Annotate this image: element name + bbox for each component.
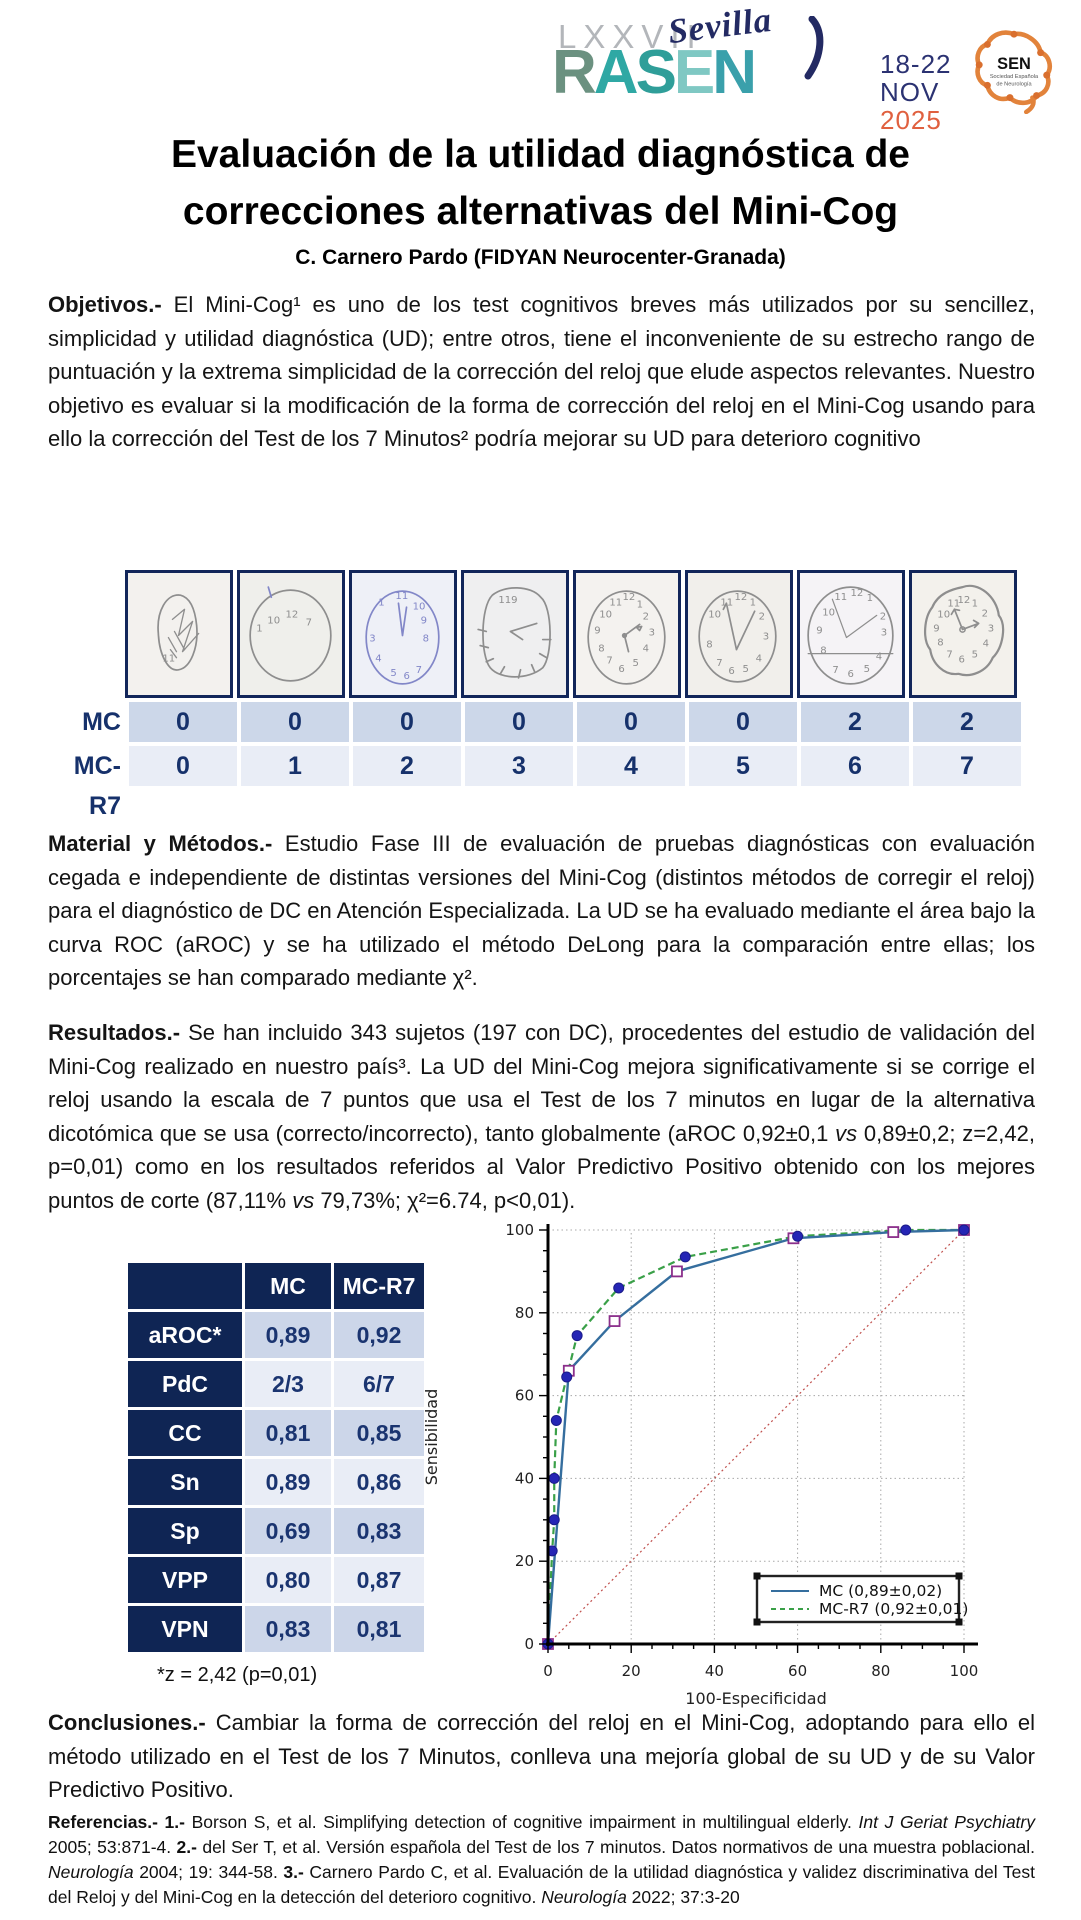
references-paragraph: Referencias.- 1.- Borson S, et al. Simplifying detection of cognitive impairment in multilingual elderly. Int J Geriat Psychiatry 2005; 53:871-4. 2.- del Ser T, et al. Versión española del Test de los 7 minutos. Datos normativos de una muestra poblacional. Neurología 2004; 19: 344-58. 3.- Carnero Pardo C, et al. Evaluación de la utilidad diagnóstica y validez discriminativa del Test del Reloj y del Mini-Cog en la detección del deterioro cognitivo. Neurología 2022; 37:3-20 [48, 1812, 1036, 1907]
row-label-sp: Sp [128, 1508, 242, 1554]
roc-chart-svg [413, 1220, 1048, 1712]
svg-text:2: 2 [642, 611, 650, 623]
cell-sp-mc: 0,69 [245, 1508, 331, 1554]
svg-text:4: 4 [875, 651, 883, 663]
svg-text:8: 8 [706, 639, 713, 651]
sen-acronym: SEN [997, 54, 1031, 73]
svg-text:3: 3 [762, 631, 770, 643]
svg-text:11: 11 [162, 653, 176, 665]
svg-text:1: 1 [378, 597, 385, 609]
svg-text:1: 1 [971, 598, 978, 610]
section-resultados-vs-2: vs [292, 1187, 315, 1213]
svg-text:1: 1 [256, 623, 263, 635]
sen-logo [973, 26, 1055, 114]
sen-brain-icon [973, 26, 1055, 114]
svg-text:7: 7 [415, 664, 423, 676]
svg-text:100: 100 [949, 1662, 979, 1680]
cell-sn-mc: 0,89 [245, 1459, 331, 1505]
score-cell-mcr7-4: 3 [465, 746, 573, 786]
clock-drawing-6-icon [685, 570, 793, 698]
page-title [40, 126, 1041, 240]
clock-drawing-7-icon [797, 570, 905, 698]
clock-drawing-8-icon [909, 570, 1017, 698]
congress-dates [880, 50, 952, 134]
svg-text:100: 100 [505, 1221, 534, 1239]
section-material-label: Material y Métodos.- [48, 831, 273, 856]
svg-text:4: 4 [642, 643, 650, 655]
svg-text:4: 4 [755, 653, 763, 665]
clock-score-table [44, 702, 1021, 820]
svg-text:7: 7 [305, 617, 313, 629]
svg-text:119: 119 [498, 595, 518, 607]
svg-text:0: 0 [524, 1635, 534, 1653]
cell-cc-mcr7: 0,85 [334, 1410, 424, 1456]
congress-dates-month: NOV [880, 77, 940, 107]
svg-text:8: 8 [937, 637, 944, 649]
svg-text:6: 6 [403, 670, 410, 682]
svg-text:11: 11 [609, 597, 623, 609]
results-table [125, 1260, 427, 1655]
table-row [128, 1606, 424, 1652]
page-title-line1: Evaluación de la utilidad diagnóstica de [170, 133, 910, 176]
svg-text:7: 7 [716, 657, 723, 669]
section-conclusiones [48, 1706, 1035, 1807]
svg-text:9: 9 [594, 625, 601, 637]
clock-drawing-4-icon [461, 570, 569, 698]
svg-text:2: 2 [758, 611, 766, 623]
svg-text:12: 12 [957, 595, 971, 607]
clock-drawing-5-icon [573, 570, 681, 698]
cell-sn-mcr7: 0,86 [334, 1459, 424, 1505]
row-label-vpn: VPN [128, 1606, 242, 1652]
congress-dates-year: 2025 [880, 105, 942, 135]
row-label-sn: Sn [128, 1459, 242, 1505]
svg-text:8: 8 [820, 645, 827, 657]
table-row [128, 1459, 424, 1505]
svg-text:4: 4 [375, 653, 382, 665]
table-footnote: *z = 2,42 (p=0,01) [157, 1664, 318, 1686]
svg-text:4: 4 [982, 638, 990, 650]
clock-drawings-strip [125, 570, 1017, 698]
svg-text:3: 3 [987, 623, 995, 635]
row-label-pdc: PdC [128, 1361, 242, 1407]
svg-text:10: 10 [599, 609, 613, 621]
page-title-line2: correcciones alternativas del Mini-Cog [182, 190, 899, 233]
svg-text:5: 5 [390, 667, 397, 679]
svg-text:80: 80 [871, 1662, 891, 1680]
cell-cc-mc: 0,81 [245, 1410, 331, 1456]
svg-text:6: 6 [618, 663, 625, 675]
svg-text:7: 7 [832, 664, 839, 676]
svg-text:20: 20 [621, 1662, 641, 1680]
svg-text:80: 80 [514, 1303, 534, 1322]
svg-text:10: 10 [267, 615, 281, 627]
row-label-aroc: aROC* [128, 1312, 242, 1358]
svg-text:2: 2 [879, 611, 887, 623]
svg-text:3: 3 [369, 633, 376, 645]
section-conclusiones-text: Cambiar la forma de corrección del reloj en el Mini-Cog, adoptando para ello el método utilizado en el Test de los 7 Minutos, conlleva una mejoría global de su UD y de su Valor Predictivo Positivo. [48, 1710, 1035, 1802]
cell-vpp-mcr7: 0,87 [334, 1557, 424, 1603]
svg-text:5: 5 [971, 649, 978, 661]
results-table-header-mc: MC [245, 1263, 331, 1309]
swash-icon [804, 16, 830, 80]
score-cell-mcr7-1: 0 [129, 746, 237, 786]
svg-text:12: 12 [622, 592, 636, 604]
cell-pdc-mc: 2/3 [245, 1361, 331, 1407]
svg-text:7: 7 [946, 649, 953, 661]
svg-text:MC-R7 (0,92±0,01): MC-R7 (0,92±0,01) [819, 1600, 969, 1618]
cell-pdc-mcr7: 6/7 [334, 1361, 424, 1407]
congress-dates-days: 18-22 [880, 49, 952, 79]
table-row [128, 1508, 424, 1554]
results-table-corner [128, 1263, 242, 1309]
svg-text:12: 12 [285, 609, 299, 621]
svg-text:10: 10 [412, 601, 426, 613]
score-cell-mcr7-2: 1 [241, 746, 349, 786]
svg-text:1: 1 [636, 599, 644, 611]
svg-text:11: 11 [720, 597, 734, 609]
roc-chart [413, 1220, 1048, 1712]
score-cell-mc-4: 0 [465, 702, 573, 742]
clock-drawing-1-icon [125, 570, 233, 698]
section-objetivos [48, 288, 1035, 456]
section-resultados-text-1: Se han incluido 343 sujetos (197 con DC), procedentes del estudio de validación del Mini-Cog realizado en nuestro país³. La UD del Mini-Cog mejora significativamente si se corrige el reloj usando la escala de 7 puntos que usa el Test de los 7 minutos en lugar de la alternativa dicotómica que se usa (correcto/incorrecto), tanto globalmente (aROC 0,92±0,1 [48, 1020, 1035, 1146]
score-cell-mc-8: 2 [913, 702, 1021, 742]
score-cell-mcr7-8: 7 [913, 746, 1021, 786]
svg-text:10: 10 [822, 607, 836, 619]
svg-text:3: 3 [880, 627, 888, 639]
sen-subtitle-1: Sociedad Española [989, 74, 1039, 81]
cell-vpp-mc: 0,80 [245, 1557, 331, 1603]
section-material [48, 827, 1035, 995]
congress-number: LXXVII [558, 18, 703, 55]
section-resultados-text-2: 0,89±0,2; z=2,42, p=0,01) como en los resultados referidos al Valor Predictivo Positivo obtenido con los mejores puntos de corte (87,11% [48, 1120, 1035, 1213]
svg-text:0: 0 [543, 1662, 553, 1680]
svg-text:9: 9 [933, 623, 940, 635]
svg-text:6: 6 [847, 668, 854, 680]
clock-score-row-mcr7 [44, 746, 1021, 820]
svg-text:60: 60 [788, 1662, 808, 1680]
score-row-label-mcr7: MC-R7 [73, 752, 121, 820]
score-cell-mcr7-5: 4 [577, 746, 685, 786]
score-cell-mc-3: 0 [353, 702, 461, 742]
svg-text:8: 8 [422, 633, 430, 645]
svg-text:11: 11 [834, 592, 848, 604]
cell-aroc-mc: 0,89 [245, 1312, 331, 1358]
svg-text:1: 1 [749, 597, 757, 609]
svg-text:6: 6 [728, 665, 735, 677]
row-label-vpp: VPP [128, 1557, 242, 1603]
score-cell-mcr7-3: 2 [353, 746, 461, 786]
table-row [128, 1557, 424, 1603]
cell-vpn-mcr7: 0,81 [334, 1606, 424, 1652]
congress-logo [552, 0, 972, 135]
section-resultados-label: Resultados.- [48, 1020, 181, 1045]
section-conclusiones-label: Conclusiones.- [48, 1710, 206, 1735]
svg-text:1: 1 [866, 593, 874, 605]
score-row-label-mc: MC [82, 708, 121, 736]
svg-text:3: 3 [648, 627, 656, 639]
svg-text:40: 40 [514, 1469, 534, 1488]
svg-text:10: 10 [708, 609, 722, 621]
svg-text:9: 9 [420, 615, 428, 627]
svg-text:MC (0,89±0,02): MC (0,89±0,02) [819, 1582, 943, 1600]
section-objetivos-label: Objetivos.- [48, 292, 162, 317]
svg-text:12: 12 [734, 592, 748, 604]
svg-text:10: 10 [937, 609, 951, 621]
row-label-cc: CC [128, 1410, 242, 1456]
results-table-header-mcr7: MC-R7 [334, 1263, 424, 1309]
svg-text:11: 11 [395, 591, 409, 603]
svg-text:5: 5 [863, 663, 871, 675]
svg-text:20: 20 [514, 1552, 534, 1571]
score-cell-mc-5: 0 [577, 702, 685, 742]
section-objetivos-text: El Mini-Cog¹ es uno de los test cognitivos breves más utilizados por su sencillez, simplicidad y utilidad diagnóstica (UD); entre otros, tiene el inconveniente de su estrecho rango de puntuación y la extrema simplicidad de la corrección del reloj que elude aspectos relevantes. Nuestro objetivo es evaluar si la modificación de la forma de corrección del reloj en el Mini-Cog usando para ello la corrección del Test de los 7 Minutos² podría mejorar su UD para deterioro cognitivo [48, 292, 1035, 451]
clock-score-row-mc [44, 702, 1021, 742]
section-resultados [48, 1016, 1035, 1217]
congress-city: Sevilla [665, 0, 775, 52]
congress-acronym: RASEN [552, 38, 755, 107]
score-cell-mc-6: 0 [689, 702, 797, 742]
sen-subtitle-2: de Neurología [996, 81, 1032, 88]
cell-vpn-mc: 0,83 [245, 1606, 331, 1652]
svg-text:9: 9 [816, 625, 823, 637]
cell-aroc-mcr7: 0,92 [334, 1312, 424, 1358]
score-cell-mc-1: 0 [129, 702, 237, 742]
svg-text:2: 2 [981, 608, 989, 620]
section-material-text: Estudio Fase III de evaluación de pruebas diagnósticas con evaluación cegada e independiente de distintas versiones del Mini-Cog (distintos métodos de corregir el reloj) para el diagnóstico de DC en Atención Especializada. La UD se ha evaluado mediante el área bajo la curva ROC (aROC) y se ha utilizado el método DeLong para la comparación entre ellas; los porcentajes se han comparado mediante χ². [48, 831, 1035, 990]
table-row [128, 1361, 424, 1407]
section-resultados-vs-1: vs [835, 1120, 858, 1146]
author-line: C. Carnero Pardo (FIDYAN Neurocenter-Granada) [295, 246, 786, 269]
table-row [128, 1312, 424, 1358]
svg-text:12: 12 [850, 588, 864, 600]
clock-drawing-2-icon [237, 570, 345, 698]
svg-text:6: 6 [958, 654, 965, 666]
cell-sp-mcr7: 0,83 [334, 1508, 424, 1554]
clock-drawing-3-icon [349, 570, 457, 698]
score-cell-mc-2: 0 [241, 702, 349, 742]
svg-text:60: 60 [514, 1386, 534, 1405]
score-cell-mcr7-7: 6 [801, 746, 909, 786]
svg-text:5: 5 [632, 657, 639, 669]
svg-text:8: 8 [598, 643, 605, 655]
svg-text:7: 7 [606, 655, 613, 667]
score-cell-mcr7-6: 5 [689, 746, 797, 786]
score-cell-mc-7: 2 [801, 702, 909, 742]
results-table-header-row [128, 1263, 424, 1309]
section-resultados-text-3: 79,73%; χ²=6.74, p<0,01). [314, 1187, 576, 1213]
svg-text:40: 40 [704, 1662, 724, 1680]
svg-text:5: 5 [742, 663, 749, 675]
svg-text:Sensibilidad: Sensibilidad [422, 1388, 441, 1486]
table-row [128, 1410, 424, 1456]
svg-text:11: 11 [947, 598, 961, 610]
svg-text:100-Especificidad: 100-Especificidad [685, 1689, 827, 1708]
